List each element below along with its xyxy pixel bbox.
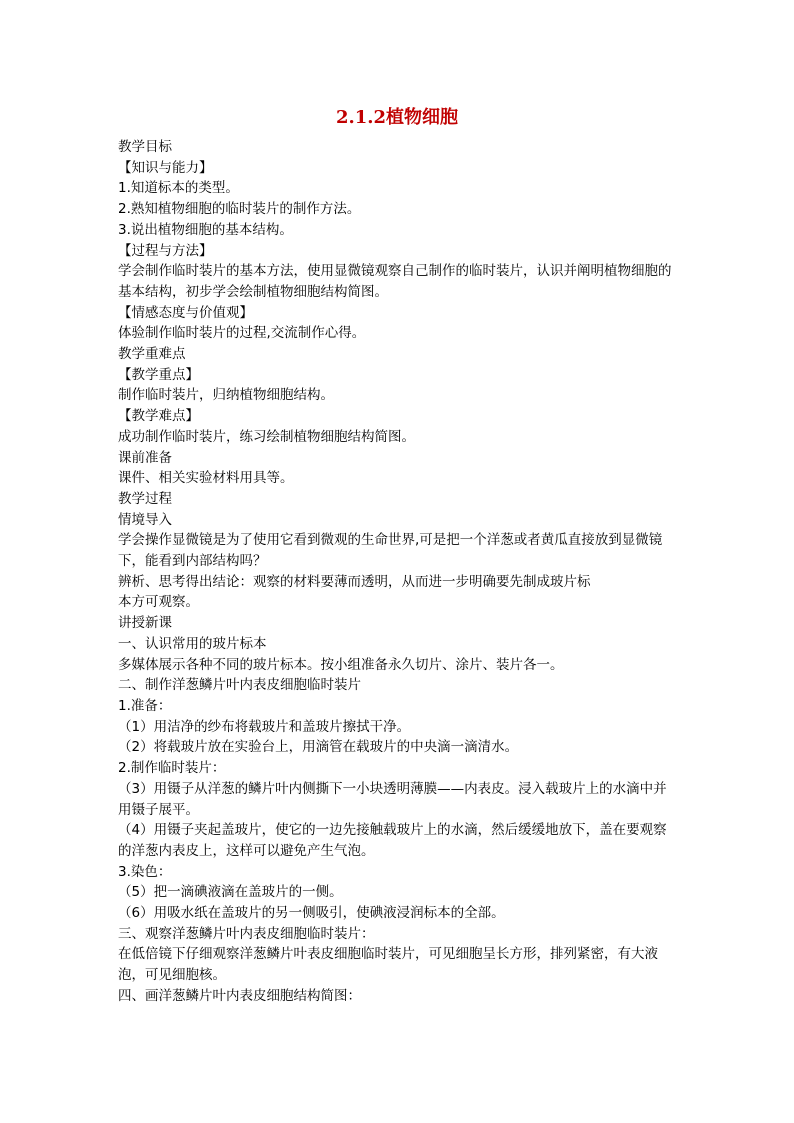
text-line: 2.熟知植物细胞的临时装片的制作方法。 — [118, 201, 361, 218]
text-line: 【教学难点】 — [118, 408, 199, 425]
text-line: 二、制作洋葱鳞片叶内表皮细胞临时装片 — [118, 677, 361, 694]
text-line: 【过程与方法】 — [118, 242, 213, 259]
document-body — [118, 137, 678, 1007]
text-line: 多媒体展示各种不同的玻片标本。按小组准备永久切片、涂片、装片各一。 — [118, 656, 564, 673]
text-line: 2.制作临时装片： — [118, 760, 226, 777]
text-line: （5）把一滴碘液滴在盖玻片的一侧。 — [118, 884, 343, 901]
text-line: 课件、相关实验材料用具等。 — [118, 470, 294, 487]
text-line: 学会操作显微镜是为了使用它看到微观的生命世界,可是把一个洋葱或者黄瓜直接放到显微镜下，能看到内部结构吗？ — [118, 532, 663, 570]
text-line: 【知识与能力】 — [118, 159, 213, 176]
text-line: 学会制作临时装片的基本方法，使用显微镜观察自己制作的临时装片，认识并阐明植物细胞的基本结构，初步学会绘制植物细胞结构简图。 — [118, 263, 672, 300]
text-line: 教学目标 — [118, 139, 172, 155]
text-line: 3.染色： — [118, 863, 172, 880]
text-line: 教学重难点 — [118, 346, 186, 363]
text-line: 课前准备 — [118, 449, 172, 466]
text-line: 【教学重点】 — [118, 366, 199, 383]
text-line: （3）用镊子从洋葱的鳞片叶内侧撕下一小块透明薄膜——内表皮。浸入载玻片上的水滴中并用镊子展平。 — [118, 780, 667, 818]
text-line: 1.知道标本的类型。 — [118, 180, 239, 197]
text-line: 制作临时装片，归纳植物细胞结构。 — [118, 387, 334, 404]
document-title: 2.1.2植物细胞 — [335, 107, 459, 128]
text-line: 一、认识常用的玻片标本 — [118, 635, 267, 652]
text-line: 情境导入 — [118, 511, 172, 528]
text-line: 【情感态度与价值观】 — [118, 304, 253, 321]
text-line: 本方可观察。 — [118, 594, 199, 611]
text-line: 在低倍镜下仔细观察洋葱鳞片叶表皮细胞临时装片，可见细胞呈长方形，排列紧密，有大液泡，可见细胞核。 — [118, 946, 658, 984]
text-line: 成功制作临时装片，练习绘制植物细胞结构简图。 — [118, 428, 415, 445]
text-line: （6）用吸水纸在盖玻片的另一侧吸引，使碘液浸润标本的全部。 — [118, 905, 505, 922]
text-line: 体验制作临时装片的过程,交流制作心得。 — [118, 325, 366, 342]
text-line: 讲授新课 — [118, 615, 172, 632]
text-line: 辨析、思考得出结论：观察的材料要薄而透明，从而进一步明确要先制成玻片标 — [118, 573, 591, 590]
text-line: （1）用洁净的纱布将载玻片和盖玻片擦拭干净。 — [118, 718, 411, 735]
text-line: （2）将载玻片放在实验台上，用滴管在载玻片的中央滴一滴清水。 — [118, 739, 519, 756]
text-line: （4）用镊子夹起盖玻片，使它的一边先接触载玻片上的水滴，然后缓缓地放下，盖在要观察的洋葱内表皮上，这样可以避免产生气泡。 — [118, 822, 667, 859]
text-line: 3.说出植物细胞的基本结构。 — [118, 221, 293, 238]
text-line: 三、观察洋葱鳞片叶内表皮细胞临时装片： — [118, 925, 375, 942]
text-line: 四、画洋葱鳞片叶内表皮细胞结构简图： — [118, 987, 361, 1004]
text-line: 教学过程 — [118, 490, 172, 507]
text-line: 1.准备： — [118, 697, 172, 714]
